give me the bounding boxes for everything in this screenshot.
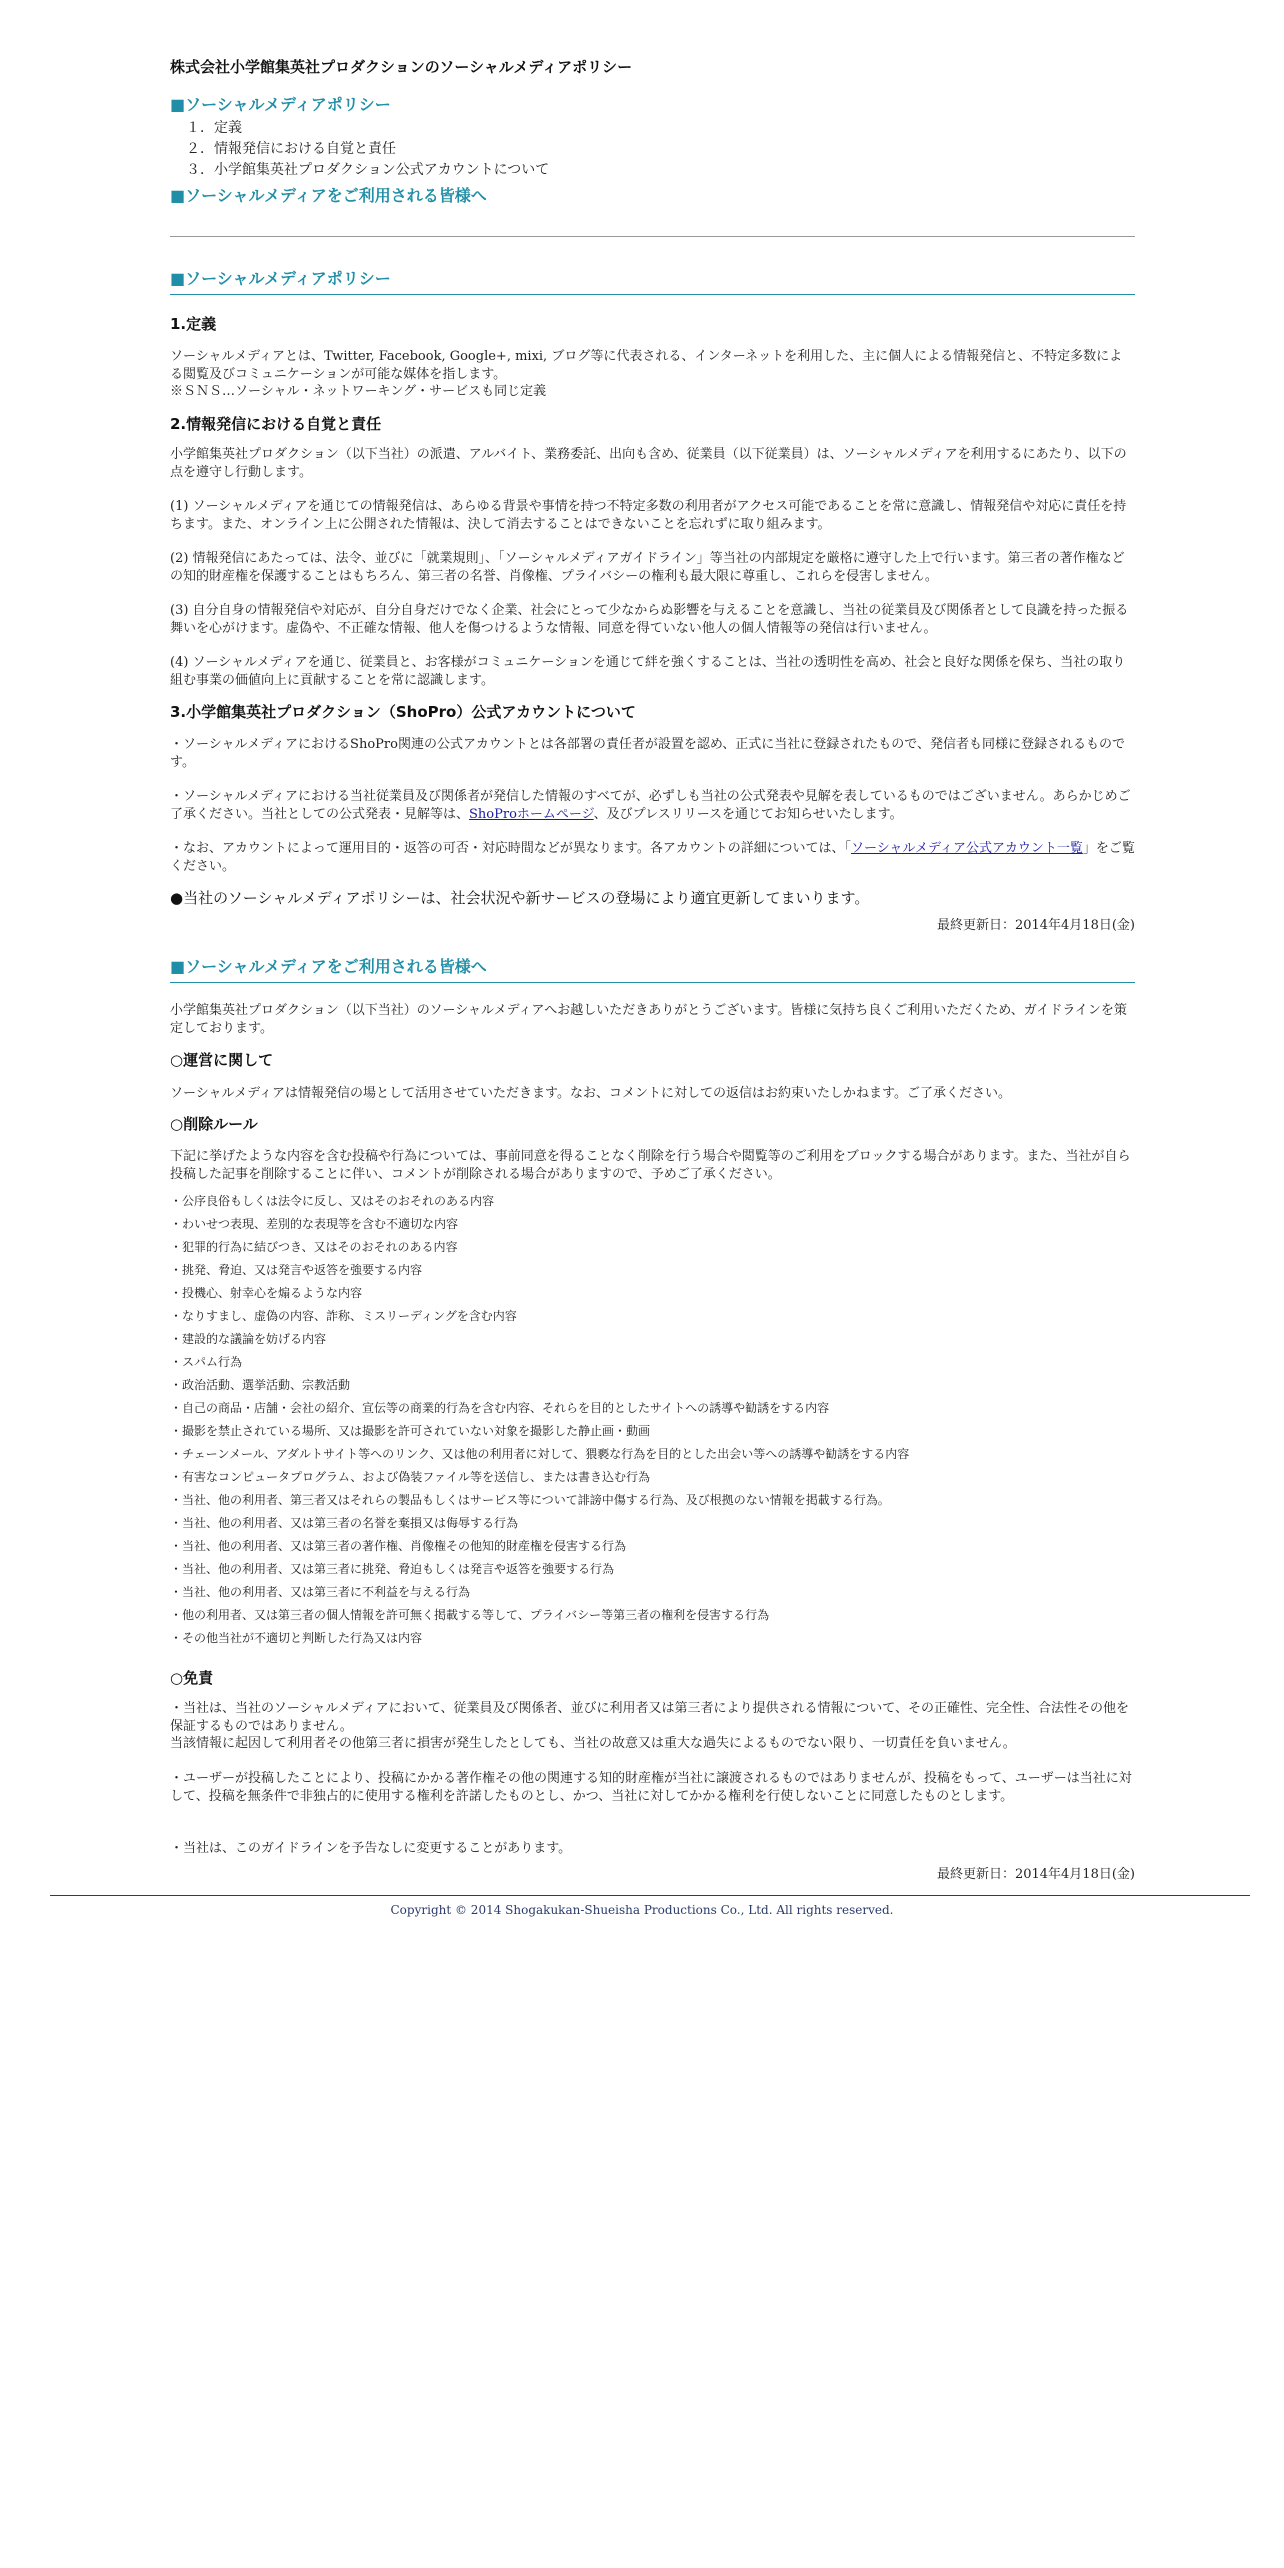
deletion-rule-item: ・自己の商品・店舗・会社の紹介、宣伝等の商業的行為を含む内容、それらを目的としたサイトへの誘導や勧誘をする内容	[170, 1401, 830, 1415]
responsibility-title: 2.情報発信における自覚と責任	[170, 415, 382, 433]
deletion-rule-item: ・撮影を禁止されている場所、又は撮影を許可されていない対象を撮影した静止画・動画	[170, 1424, 651, 1438]
definition-note: ※ＳＮＳ…ソーシャル・ネットワーキング・サービスも同じ定義	[170, 384, 547, 400]
operation-title: ○運営に関して	[170, 1051, 274, 1069]
s2-p3-block	[170, 602, 1135, 637]
deletion-rule-item: ・政治活動、選挙活動、宗教活動	[170, 1378, 351, 1392]
deletion-rule-item: ・わいせつ表現、差別的な表現等を含む不適切な内容	[170, 1217, 459, 1231]
disc-p1-block	[170, 1700, 1135, 1753]
deletion-rule-item: ・当社、他の利用者、又は第三者に不利益を与える行為	[170, 1585, 471, 1599]
toc-item-responsibility[interactable]: ２．情報発信における自覚と責任	[186, 141, 396, 157]
disc-title-block	[170, 1668, 1135, 1688]
official-accounts-title: 3.小学館集英社プロダクション（ShoPro）公式アカウントについて	[170, 703, 636, 721]
table-of-contents	[186, 119, 549, 182]
toc-heading-policy[interactable]: ■ソーシャルメディアポリシー	[170, 95, 391, 114]
official-accounts-item-1: ・ソーシャルメディアにおけるShoPro関連の公式アカウントとは各部署の責任者が設置を認め、正式に当社に登録されたもので、発信者も同様に登録されるものです。	[170, 737, 1126, 770]
deletion-rule-item: ・スパム行為	[170, 1355, 243, 1369]
del-body-block	[170, 1148, 1135, 1183]
official-accounts-list-link[interactable]: ソーシャルメディア公式アカウント一覧	[850, 841, 1083, 856]
guide-updated-block	[170, 1866, 1135, 1884]
s2-p4-block	[170, 654, 1135, 689]
deletion-rule-item: ・他の利用者、又は第三者の個人情報を許可無く掲載する等して、プライバシー等第三者の権利を侵害する行為	[170, 1608, 770, 1622]
s3-p2-block	[170, 788, 1135, 823]
deletion-rules-list	[170, 1190, 1135, 1650]
official-accounts-item-3	[170, 840, 1135, 875]
guide-last-updated: 最終更新日：2014年4月18日(金)	[936, 1867, 1135, 1882]
operation-text: ソーシャルメディアは情報発信の場として活用させていただきます。なお、コメントに対しての返信はお約束いたしかねます。ご了承ください。	[170, 1086, 1011, 1101]
guide-intro-block	[170, 1002, 1135, 1037]
definition-text: ソーシャルメディアとは、Twitter, Facebook, Google+, mixi, ブログ等に代表される、インターネットを利用した、主に個人による情報発信と、不特定多数による閲覧及びコミュニケーションが可能な媒体を指します。	[170, 349, 1123, 382]
deletion-rule-item: ・なりすまし、虚偽の内容、詐称、ミスリーディングを含む内容	[170, 1309, 517, 1323]
policy-last-updated: 最終更新日：2014年4月18日(金)	[936, 918, 1135, 933]
deletion-rule-item: ・挑発、脅迫、又は発言や返答を強要する内容	[170, 1263, 423, 1277]
s1-title-block	[170, 314, 1135, 334]
shopro-homepage-link[interactable]: ShoProホームページ	[469, 806, 594, 822]
text-span: ・ソーシャルメディアにおける当社従業員及び関係者が発信した情報のすべてが、必ずしも当社の公式発表や見解を表しているものではございません。あらかじめご了承ください。当社としての公式発表・見解等は、	[170, 789, 1131, 822]
deletion-rules-title: ○削除ルール	[170, 1115, 258, 1133]
deletion-rule-item: ・建設的な議論を妨げる内容	[170, 1332, 327, 1346]
s2-p1-block	[170, 498, 1135, 533]
disclaimer-item-1b: 当該情報に起因して利用者その他第三者に損害が発生したとしても、当社の故意又は重大な過失によるものでない限り、一切責任を負いません。	[170, 1736, 1016, 1752]
disc-p2-block	[170, 1770, 1135, 1805]
s3-title-block	[170, 702, 1135, 722]
guide-section-heading: ■ソーシャルメディアをご利用される皆様へ	[170, 956, 1135, 983]
deletion-rules-text: 下記に挙げたような内容を含む投稿や行為については、事前同意を得ることなく削除を行う場合や閲覧等のご利用をブロックする場合があります。また、当社が自ら投稿した記事を削除することに伴い、コメントが削除される場合がありますので、予めご了承ください。	[170, 1149, 1131, 1182]
disclaimer-item-3: ・当社は、このガイドラインを予告なしに変更することがあります。	[170, 1841, 572, 1856]
page-title: 株式会社小学館集英社プロダクションのソーシャルメディアポリシー	[170, 58, 633, 76]
del-title-block	[170, 1114, 1135, 1134]
disclaimer-item-2: ・ユーザーが投稿したことにより、投稿にかかる著作権その他の関連する知的財産権が当社に譲渡されるものではありませんが、投稿をもって、ユーザーは当社に対して、投稿を無条件で非独占的に使用する権利を許諾したものとし、かつ、当社に対してかかる権利を行使しないことに同意したものとします。	[170, 1771, 1132, 1804]
s2-intro-block	[170, 446, 1135, 481]
deletion-rule-item: ・有害なコンピュータプログラム、および偽装ファイル等を送信し、または書き込む行為	[170, 1470, 651, 1484]
deletion-rule-item: ・当社、他の利用者、又は第三者の著作権、肖像権その他知的財産権を侵害する行為	[170, 1539, 627, 1553]
divider	[170, 236, 1135, 237]
s2-title-block	[170, 414, 1135, 434]
policy-heading-block	[170, 268, 1135, 295]
disclaimer-item-1: ・当社は、当社のソーシャルメディアにおいて、従業員及び関係者、並びに利用者又は第三者により提供される情報について、その正確性、完全性、合法性その他を保証するものではありません。	[170, 1701, 1130, 1734]
copyright: Copyright © 2014 Shogakukan-Shueisha Productions Co., Ltd. All rights reserved.	[390, 1903, 894, 1917]
deletion-rule-item: ・当社、他の利用者、又は第三者の名誉を棄損又は侮辱する行為	[170, 1516, 519, 1530]
deletion-rule-item: ・当社、他の利用者、第三者又はそれらの製品もしくはサービス等について誹謗中傷する行為、及び根拠のない情報を掲載する行為。	[170, 1493, 890, 1507]
guide-intro: 小学館集英社プロダクション（以下当社）のソーシャルメディアへお越しいただきありがとうございます。皆様に気持ち良くご利用いただくため、ガイドラインを策定しております。	[170, 1003, 1127, 1036]
policy-updated-block	[170, 917, 1135, 935]
toc-item-definition[interactable]: １．定義	[186, 120, 242, 136]
op-body-block	[170, 1085, 1135, 1103]
deletion-rule-item: ・公序良俗もしくは法令に反し、又はそのおそれのある内容	[170, 1194, 495, 1208]
disclaimer-title: ○免責	[170, 1669, 214, 1687]
text-span: ・なお、アカウントによって運用目的・返答の可否・対応時間などが異なります。各アカウントの詳細については、「	[170, 841, 851, 856]
s1-body	[170, 348, 1135, 401]
definition-title: 1.定義	[170, 315, 217, 333]
footer-divider	[50, 1895, 1250, 1896]
responsibility-item-4: (4) ソーシャルメディアを通じ、従業員と、お客様がコミュニケーションを通じて絆を強くすることは、当社の透明性を高め、社会と良好な関係を保ち、当社の取り組む事業の価値向上に貢献することを常に認識します。	[170, 655, 1126, 688]
s3-p1-block	[170, 736, 1135, 771]
responsibility-item-3: (3) 自分自身の情報発信や対応が、自分自身だけでなく企業、社会にとって少なからぬ影響を与えることを意識し、当社の従業員及び関係者として良識を持った振る舞いを心がけます。虚偽や、不正確な情報、他人を傷つけるような情報、同意を得ていない他人の個人情報等の発信は行いません。	[170, 603, 1129, 636]
policy-update-notice: ●当社のソーシャルメディアポリシーは、社会状況や新サービスの登場により適宜更新してまいります。	[170, 889, 870, 907]
disc-p3-block	[170, 1840, 1135, 1858]
deletion-rule-item: ・その他当社が不適切と判断した行為又は内容	[170, 1631, 423, 1645]
deletion-rule-item: ・投機心、射幸心を煽るような内容	[170, 1286, 363, 1300]
op-title-block	[170, 1050, 1135, 1070]
toc-item-official-accounts[interactable]: ３．小学館集英社プロダクション公式アカウントについて	[186, 162, 550, 178]
responsibility-item-1: (1) ソーシャルメディアを通じての情報発信は、あらゆる背景や事情を持つ不特定多数の利用者がアクセス可能であることを常に意識し、情報発信や対応に責任を持ちます。また、オンライン上に公開された情報は、決して消去することはできないことを忘れずに取り組みます。	[170, 499, 1127, 532]
responsibility-item-2: (2) 情報発信にあたっては、法令、並びに「就業規則」、「ソーシャルメディアガイドライン」等当社の内部規定を厳格に遵守した上で行います。第三者の著作権などの知的財産権を保護することはもちろん、第三者の名誉、肖像権、プライバシーの権利も最大限に尊重し、これらを侵害しません。	[170, 551, 1125, 584]
deletion-rule-item: ・チェーンメール、アダルトサイト等へのリンク、又は他の利用者に対して、猥褻な行為を目的とした出会い等への誘導や勧誘をする内容	[170, 1447, 910, 1461]
notice-block	[170, 888, 1135, 908]
s2-p2-block	[170, 550, 1135, 585]
deletion-rules-list-block	[170, 1190, 1135, 1650]
responsibility-intro: 小学館集英社プロダクション（以下当社）の派遣、アルバイト、業務委託、出向も含め、従業員（以下従業員）は、ソーシャルメディアを利用するにあたり、以下の点を遵守し行動します。	[170, 447, 1127, 480]
s3-p3-block	[170, 840, 1135, 875]
deletion-rule-item: ・犯罪的行為に結びつき、又はそのおそれのある内容	[170, 1240, 458, 1254]
text-span: 」をご覧ください。	[170, 841, 1135, 874]
deletion-rule-item: ・当社、他の利用者、又は第三者に挑発、脅迫もしくは発言や返答を強要する行為	[170, 1562, 615, 1576]
official-accounts-item-2	[170, 788, 1135, 823]
guide-heading-block	[170, 956, 1135, 983]
text-span: 、及びプレスリリースを通じてお知らせいたします。	[593, 806, 903, 822]
policy-section-heading: ■ソーシャルメディアポリシー	[170, 268, 1135, 295]
toc-heading-users[interactable]: ■ソーシャルメディアをご利用される皆様へ	[170, 186, 487, 205]
